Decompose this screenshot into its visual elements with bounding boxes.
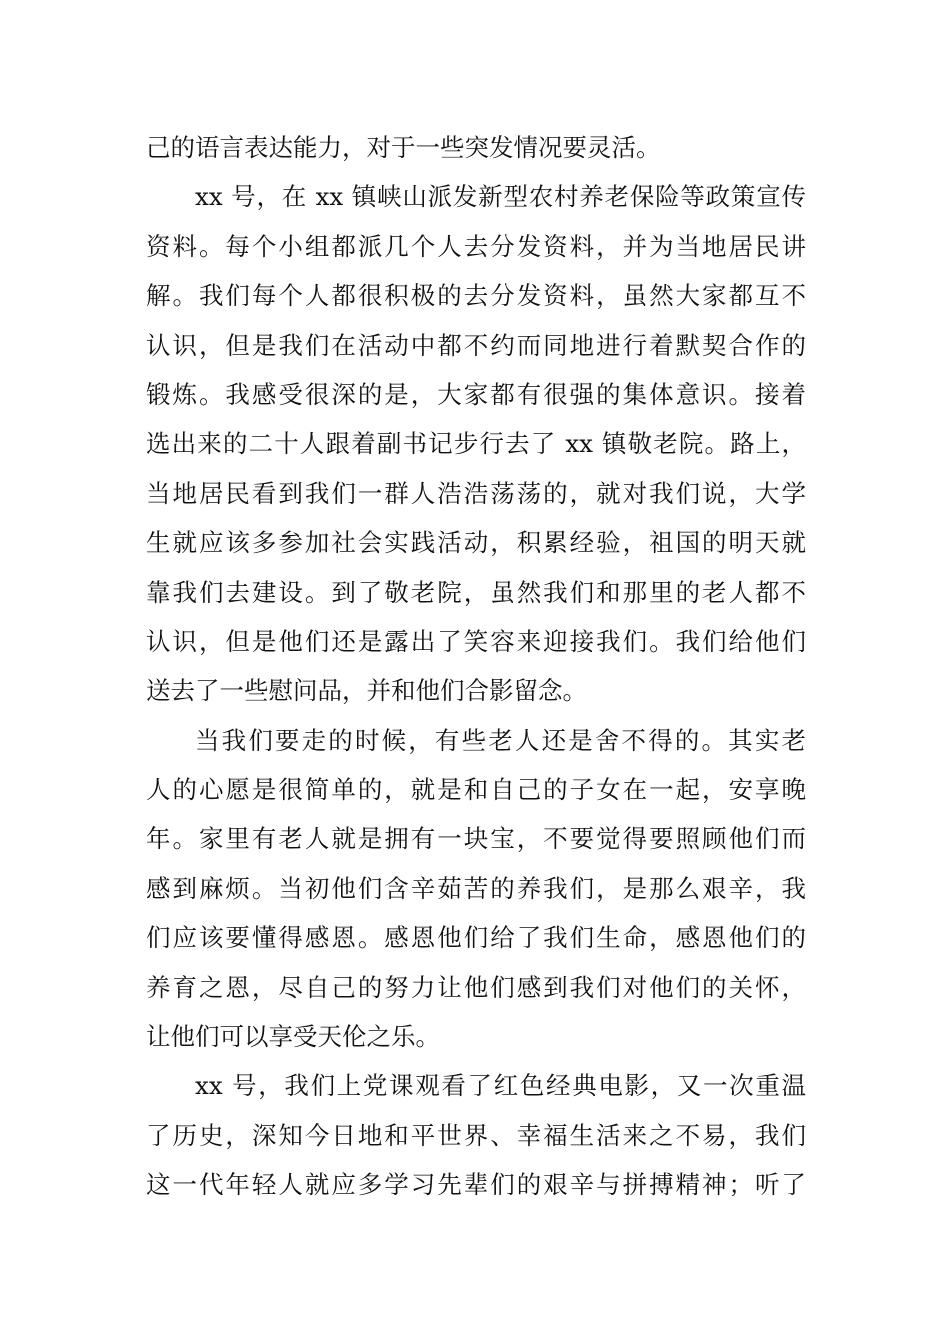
text-line: 当地居民看到我们一群人浩浩荡荡的，就对我们说，大学: [146, 478, 806, 508]
document-body-text: [146, 123, 806, 1210]
text-line: 选出来的二十人跟着副书记步行去了 xx 镇敬老院。路上，: [146, 429, 806, 459]
text-line: 生就应该多参加社会实践活动，积累经验，祖国的明天就: [146, 528, 806, 558]
text-line: 资料。每个小组都派几个人去分发资料，并为当地居民讲: [146, 231, 806, 261]
text-line: 认识，但是我们在活动中都不约而同地进行着默契合作的: [146, 330, 806, 360]
text-line: 让他们可以享受天伦之乐。: [146, 1022, 440, 1052]
text-line: 感到麻烦。当初他们含辛茹苦的养我们，是那么艰辛，我: [146, 873, 806, 903]
text-line: 养育之恩，尽自己的努力让他们感到我们对他们的关怀，: [146, 972, 806, 1002]
text-line: xx 号，我们上党课观看了红色经典电影，又一次重温: [195, 1071, 806, 1101]
text-line: 认识，但是他们还是露出了笑容来迎接我们。我们给他们: [146, 626, 806, 656]
text-line: 当我们要走的时候，有些老人还是舍不得的。其实老: [195, 725, 806, 755]
text-line: 解。我们每个人都很积极的去分发资料，虽然大家都互不: [146, 281, 806, 311]
text-line: 送去了一些慰问品，并和他们合影留念。: [146, 676, 587, 706]
text-line: 人的心愿是很简单的，就是和自己的子女在一起，安享晚: [146, 775, 806, 805]
text-line: 靠我们去建设。到了敬老院，虽然我们和那里的老人都不: [146, 577, 806, 607]
text-line: 们应该要懂得感恩。感恩他们给了我们生命，感恩他们的: [146, 923, 806, 953]
text-line: 年。家里有老人就是拥有一块宝，不要觉得要照顾他们而: [146, 824, 806, 854]
text-line: xx 号，在 xx 镇峡山派发新型农村养老保险等政策宣传: [195, 182, 806, 212]
text-line: 己的语言表达能力，对于一些突发情况要灵活。: [146, 133, 661, 162]
text-line: 了历史，深知今日地和平世界、幸福生活来之不易，我们: [146, 1120, 806, 1150]
text-line: 这一代年轻人就应多学习先辈们的艰辛与拼搏精神；听了: [146, 1170, 806, 1200]
text-line: 锻炼。我感受很深的是，大家都有很强的集体意识。接着: [146, 379, 806, 409]
